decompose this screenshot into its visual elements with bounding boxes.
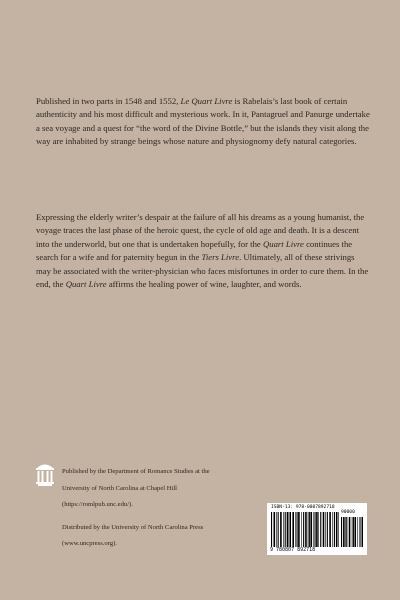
barcode-bar bbox=[271, 512, 272, 547]
barcode-bar bbox=[318, 512, 319, 547]
barcode-bar bbox=[353, 517, 354, 547]
barcode-bar bbox=[276, 512, 277, 547]
p1-text-b: is Rabelais’s last book of certain authenticity and his most difficult and mysterious work. In it, Pantagruel and Panurge undertake a sea voyage and a quest for “the word of the Divine Bottle,” but the islands they visit along the way are inhabited by strange beings whose nature and physiognomy defy natural categories. bbox=[36, 96, 370, 147]
barcode-bar bbox=[280, 512, 282, 547]
publisher-url: (https://romlpub.unc.edu/). bbox=[62, 501, 133, 508]
barcode-bar bbox=[336, 512, 338, 547]
barcode-bar bbox=[346, 517, 347, 547]
barcode-bar bbox=[338, 512, 339, 547]
barcode-bar bbox=[274, 512, 276, 547]
barcode-bar bbox=[283, 512, 284, 547]
publisher-text bbox=[62, 464, 282, 553]
distributor-line: Distributed by the University of North Carolina Press bbox=[62, 523, 204, 531]
barcode-bar bbox=[334, 512, 335, 547]
addon-barcode-bars bbox=[341, 517, 363, 547]
addon-digits: 90000 bbox=[341, 510, 355, 515]
barcode-bar bbox=[357, 517, 358, 547]
barcode-bar bbox=[305, 512, 307, 547]
p2-text-c: . Ultimately, all of these strivings may be associated with the writer-physician who faces misfortunes in order to cure them. In the end, the bbox=[36, 252, 369, 290]
p2-title-1: Quart Livre bbox=[262, 238, 304, 249]
publisher-line-2: University of North Carolina at Chapel Hill bbox=[62, 484, 178, 492]
isbn-label: ISBN-13: 978-0807892718 bbox=[271, 505, 335, 510]
barcode-bar bbox=[313, 512, 314, 547]
ean-barcode-bars bbox=[271, 512, 339, 547]
barcode-bar bbox=[309, 512, 310, 547]
barcode-bar bbox=[301, 512, 302, 547]
barcode-bar bbox=[292, 512, 294, 547]
distributor-url: (www.uncpress.org). bbox=[62, 540, 117, 547]
barcode-bar bbox=[359, 517, 360, 547]
description-paragraph-1 bbox=[36, 95, 370, 149]
barcode-bar bbox=[341, 517, 342, 547]
description-paragraph-2 bbox=[36, 211, 370, 291]
barcode-bar bbox=[298, 512, 300, 547]
barcode-bar bbox=[315, 512, 316, 547]
p2-title-3: Quart Livre bbox=[65, 279, 107, 290]
barcode-bar bbox=[349, 517, 351, 547]
barcode-bar bbox=[287, 512, 289, 547]
barcode-bar bbox=[332, 512, 333, 547]
barcode-bar bbox=[325, 512, 326, 547]
barcode-bar bbox=[310, 512, 312, 547]
p1-text-a: Published in two parts in 1548 and 1552, bbox=[36, 96, 181, 106]
barcode-bar bbox=[289, 512, 290, 547]
barcode bbox=[267, 503, 367, 555]
barcode-bar bbox=[303, 512, 304, 547]
barcode-bar bbox=[290, 512, 291, 547]
barcode-bar bbox=[297, 512, 298, 547]
barcode-bar bbox=[327, 512, 328, 547]
barcode-bar bbox=[362, 517, 364, 547]
publisher-line-1: Published by the Department of Romance Studies at the bbox=[62, 468, 210, 475]
barcode-bar bbox=[352, 517, 353, 547]
barcode-bar bbox=[343, 517, 345, 547]
ean-digits: 9 780807 892718 bbox=[270, 547, 316, 553]
barcode-bar bbox=[329, 512, 331, 547]
p2-text-a: Expressing the elderly writer’s despair at the failure of all his dreams as a young humanist, the voyage traces the last phase of the heroic quest, the cycle of old age and death. It is a descent into the underworld, but one that is undertaken hopefully, for the bbox=[36, 212, 365, 249]
barcode-bar bbox=[295, 512, 296, 547]
barcode-bar bbox=[316, 512, 318, 547]
p2-text-d: affirms the healing power of wine, laughter, and words. bbox=[106, 279, 302, 290]
barcode-bar bbox=[323, 512, 325, 547]
barcode-bar bbox=[345, 517, 346, 547]
barcode-bar bbox=[308, 512, 309, 547]
barcode-bar bbox=[285, 512, 286, 547]
barcode-bar bbox=[278, 512, 279, 547]
old-well-icon bbox=[36, 460, 54, 486]
barcode-bar bbox=[354, 517, 356, 547]
p2-text-b: continues the search for a wife and for paternity begun in the bbox=[36, 238, 353, 263]
p1-title: Le Quart Livre bbox=[180, 96, 233, 106]
p2-title-2: Tiers Livre bbox=[201, 252, 240, 263]
barcode-bar bbox=[320, 512, 321, 547]
